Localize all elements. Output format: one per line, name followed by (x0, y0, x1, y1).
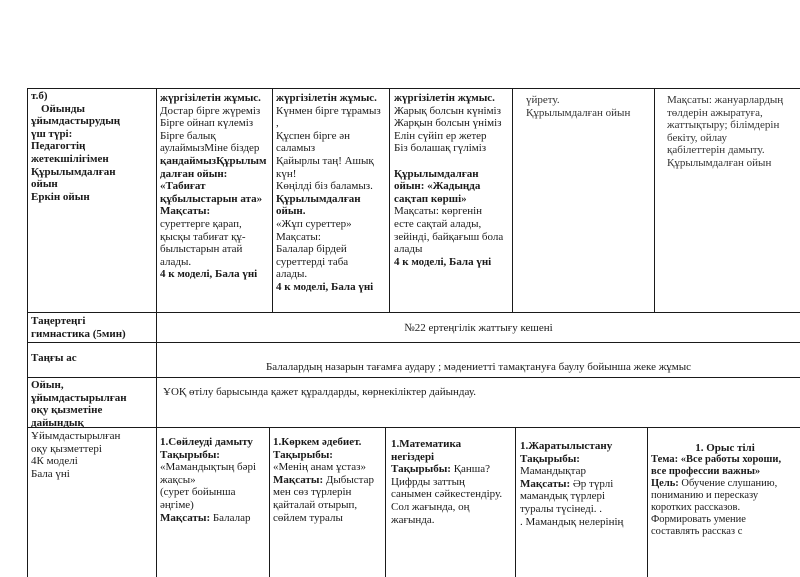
topic-label: Тақырыбы: (160, 448, 220, 461)
cell-line: ойын. (276, 205, 306, 218)
cell-line: Елін сүйіп ер жетер (394, 129, 487, 142)
cell-line: (сурет бойынша (160, 486, 236, 499)
cell-line: сөйлем туралы (273, 511, 343, 524)
row-divider (27, 312, 800, 313)
cell-line: қандаймызҚұрылым (160, 154, 267, 167)
cell-line: Бірге балық (160, 129, 216, 142)
cell-line: Жарық болсын күніміз (394, 104, 501, 117)
game-title: сақтап көрші» (394, 192, 467, 205)
row5-day5 (651, 442, 799, 538)
cell-line: Формировать умение (651, 514, 746, 525)
cell-line: Күнмен бірге тұрамыз (276, 104, 381, 117)
cell-line: есте сақтай алады, (394, 217, 482, 230)
row2-label (31, 315, 155, 340)
day-col-divider (269, 427, 270, 577)
row3-content (157, 361, 800, 374)
row4-label (31, 379, 155, 429)
model-note: 4 к моделі, Бала үні (160, 268, 258, 281)
row1-label-line: Еркін ойын (31, 190, 90, 203)
goal-label: Цель: (651, 478, 679, 489)
cell-line: Біз болашақ гүліміз (394, 142, 487, 155)
cell-line: былыстарын атай (160, 243, 243, 256)
row2-content (157, 322, 800, 335)
row2-label-line: гимнастика (5мин) (31, 327, 126, 340)
cell-line: Құспен бірге ән (276, 129, 351, 142)
table-border-left (27, 88, 28, 577)
cell-line: қабілеттерін дамыту. (667, 144, 765, 157)
subject-title: 1.Көркем әдебиет. (273, 436, 362, 448)
cell-line: Балалар бірдей (276, 243, 347, 256)
goal-label: Мақсаты: (273, 473, 324, 486)
cell-line: төлдерін ажыратуға, (667, 106, 763, 119)
row5-label-line: Ұйымдастырылған (31, 430, 121, 442)
day-col-divider (515, 427, 516, 577)
game-title: құбылыстарын ата» (160, 192, 263, 205)
cell-line: қайталай отырып, (273, 498, 358, 511)
goal-line: Мақсаты: көргенін (394, 205, 483, 218)
row1-label-line: үш түрі: (31, 127, 73, 140)
row1-label-line: ойын (31, 178, 58, 191)
exercise-set: №22 ертеңгілік жаттығу кешені (404, 322, 553, 334)
day-col-divider (272, 88, 273, 312)
cell-line: әңгіме) (160, 498, 194, 511)
goal-label: Мақсаты: (160, 205, 211, 218)
topic-text: все профессии важны» (651, 466, 761, 477)
goal-text: Дыбыстар (323, 473, 374, 486)
cell-line: жүргізілетін жұмыс. (160, 92, 261, 104)
cell-line: алады. (276, 268, 308, 281)
cell-line: жаттықтыру; білімдерін (667, 119, 780, 132)
row2-label-line: Таңертеңгі (31, 315, 86, 327)
cell-line: Достар бірге жүреміз (160, 104, 261, 117)
row4-content (163, 386, 793, 399)
row1-label-line: Құрылымдалған (31, 165, 116, 178)
row1-label-line: т.б) (31, 90, 48, 102)
row5-day2 (273, 436, 385, 524)
cell-line: жүргізілетін жұмыс. (276, 92, 377, 104)
model-note: 4 к моделі, Бала үні (276, 280, 374, 293)
day-col-divider (512, 88, 513, 312)
cell-line: қысқы табиғат құ- (160, 230, 246, 243)
row1-day4 (526, 94, 654, 119)
cell-line: Жарқын болсын үніміз (394, 117, 502, 130)
row3-label-text: Таңғы ас (31, 352, 77, 364)
subject-title: 1.Жаратылыстану (520, 440, 613, 452)
cell-line: күн! (276, 167, 297, 180)
cell-line: жүргізілетін жұмыс. (394, 92, 495, 104)
row5-label-line: Бала үні (31, 467, 70, 480)
cell-line: бекіту, ойлау (667, 131, 727, 144)
row5-day1 (160, 436, 268, 524)
row1-label-line: Ойынды (41, 102, 85, 115)
cell-line: . Мамандық нелерінің (520, 515, 624, 528)
row5-day4 (520, 440, 646, 528)
cell-line: Мамандықтар (520, 465, 586, 478)
cell-line: Құрылымдалған (394, 167, 479, 180)
row1-label (31, 90, 155, 203)
cell-line: Құрылымдалған (276, 192, 361, 205)
cell-line: Бірге ойнап күлеміз (160, 117, 254, 130)
cell-line: санымен сәйкестендіру. (391, 488, 503, 501)
goal-label: Мақсаты: (276, 230, 321, 243)
day-col-divider (647, 427, 648, 577)
spacer-line (394, 155, 512, 168)
goal-text: Обучение слушанию, (678, 478, 778, 489)
row4-label-line: Ойын, (31, 379, 64, 391)
row5-day3 (391, 438, 515, 526)
cell-line: Мақсаты: жануарлардың (667, 94, 784, 106)
cell-line: жақсы» (160, 473, 196, 486)
day-col-divider (654, 88, 655, 312)
cell-line: Цифрды заттың (391, 475, 465, 488)
cell-line: Қайырлы таң! Ашық (276, 154, 374, 167)
goal-text: Балалар (210, 511, 251, 524)
game-title: «Табиғат (160, 180, 206, 193)
topic-label: Тақырыбы: (520, 452, 580, 465)
subject-title: негіздері (391, 450, 435, 463)
cell-line: жағында. (391, 513, 435, 526)
goal-text: Әр түрлі (570, 477, 614, 490)
cell-line: «Мамандықтың бәрі (160, 461, 257, 474)
daily-plan-table (27, 88, 800, 577)
day-col-divider (389, 88, 390, 312)
subject-title: 1.Сөйлеуді дамыту (160, 436, 253, 448)
cell-line: мен сөз түрлерін (273, 486, 352, 499)
cell-line: суреттерге қарап, (160, 217, 242, 230)
game-title: ойын: «Жадыңда (394, 180, 481, 193)
game-title: «Жұп суреттер» (276, 217, 352, 230)
row4-label-line: дайындық (31, 416, 84, 429)
cell-line: пониманию и пересказу (651, 490, 759, 501)
row4-label-line: оқу қызметіне (31, 404, 103, 417)
cell-line: составлять рассказ с (651, 526, 743, 537)
row4-label-line: ұйымдастырылған (31, 391, 127, 404)
cell-line: туралы түсінеді. . (520, 502, 603, 515)
row1-day3 (394, 92, 512, 268)
topic-text: «Все работы хороши, (678, 454, 782, 465)
cell-line: Құрылымдалған ойын (526, 106, 631, 119)
row1-day2 (276, 92, 388, 294)
topic-text: Қанша? (450, 463, 491, 476)
cell-line: зейінді, байқағыш бола (394, 230, 504, 243)
cell-line: алады (394, 243, 423, 256)
cell-line: Құрылымдалған ойын (667, 156, 772, 169)
topic-label: Тема: (651, 454, 679, 465)
table-border-top (27, 88, 800, 89)
row5-label (31, 430, 155, 480)
subject-title: 1. Орыс тілі (695, 442, 755, 454)
goal-label: Мақсаты: (160, 511, 211, 524)
cell-line: суреттерді таба (276, 255, 349, 268)
cell-line: , (276, 117, 279, 130)
row1-label-line: жетекшілігімен (31, 152, 109, 165)
row5-label-line: оқу қызметтері (31, 442, 102, 455)
cell-line: үйрету. (526, 94, 560, 106)
cell-line: аулаймызМіне біздер (160, 142, 260, 155)
day-col-divider (385, 427, 386, 577)
preparation-note: ҰОҚ өтілу барысында қажет құралдарды, көрнекіліктер дайындау. (163, 386, 477, 398)
topic-label: Тақырыбы: (391, 463, 451, 476)
goal-label: Мақсаты: (520, 477, 571, 490)
cell-line: коротких рассказов. (651, 502, 741, 513)
row3-label (31, 352, 155, 365)
cell-line: «Менің анам ұстаз» (273, 461, 367, 474)
cell-line: алады. (160, 255, 192, 268)
breakfast-note: Балалардың назарын тағамға аудару ; мәдениетті тамақтануға баулу бойынша жеке жұмыс (265, 361, 692, 373)
row5-label-line: 4К моделі (31, 455, 78, 468)
row1-label-line: ұйымдастырудың (31, 115, 121, 128)
cell-line: мамандық түрлері (520, 490, 606, 503)
cell-line: Сол жағында, оң (391, 500, 470, 513)
row1-day1 (160, 92, 272, 281)
row-divider (27, 342, 800, 343)
row1-label-line: Педагогтің (31, 140, 86, 153)
row-divider (27, 377, 800, 378)
cell-line: Көңілді біз баламыз. (276, 180, 373, 193)
model-note: 4 к моделі, Бала үні (394, 255, 492, 268)
subject-title: 1.Математика (391, 438, 462, 450)
row1-day5 (667, 94, 800, 170)
cell-line: саламыз (276, 142, 316, 155)
cell-line: далған ойын: (160, 167, 228, 180)
topic-label: Тақырыбы: (273, 448, 333, 461)
